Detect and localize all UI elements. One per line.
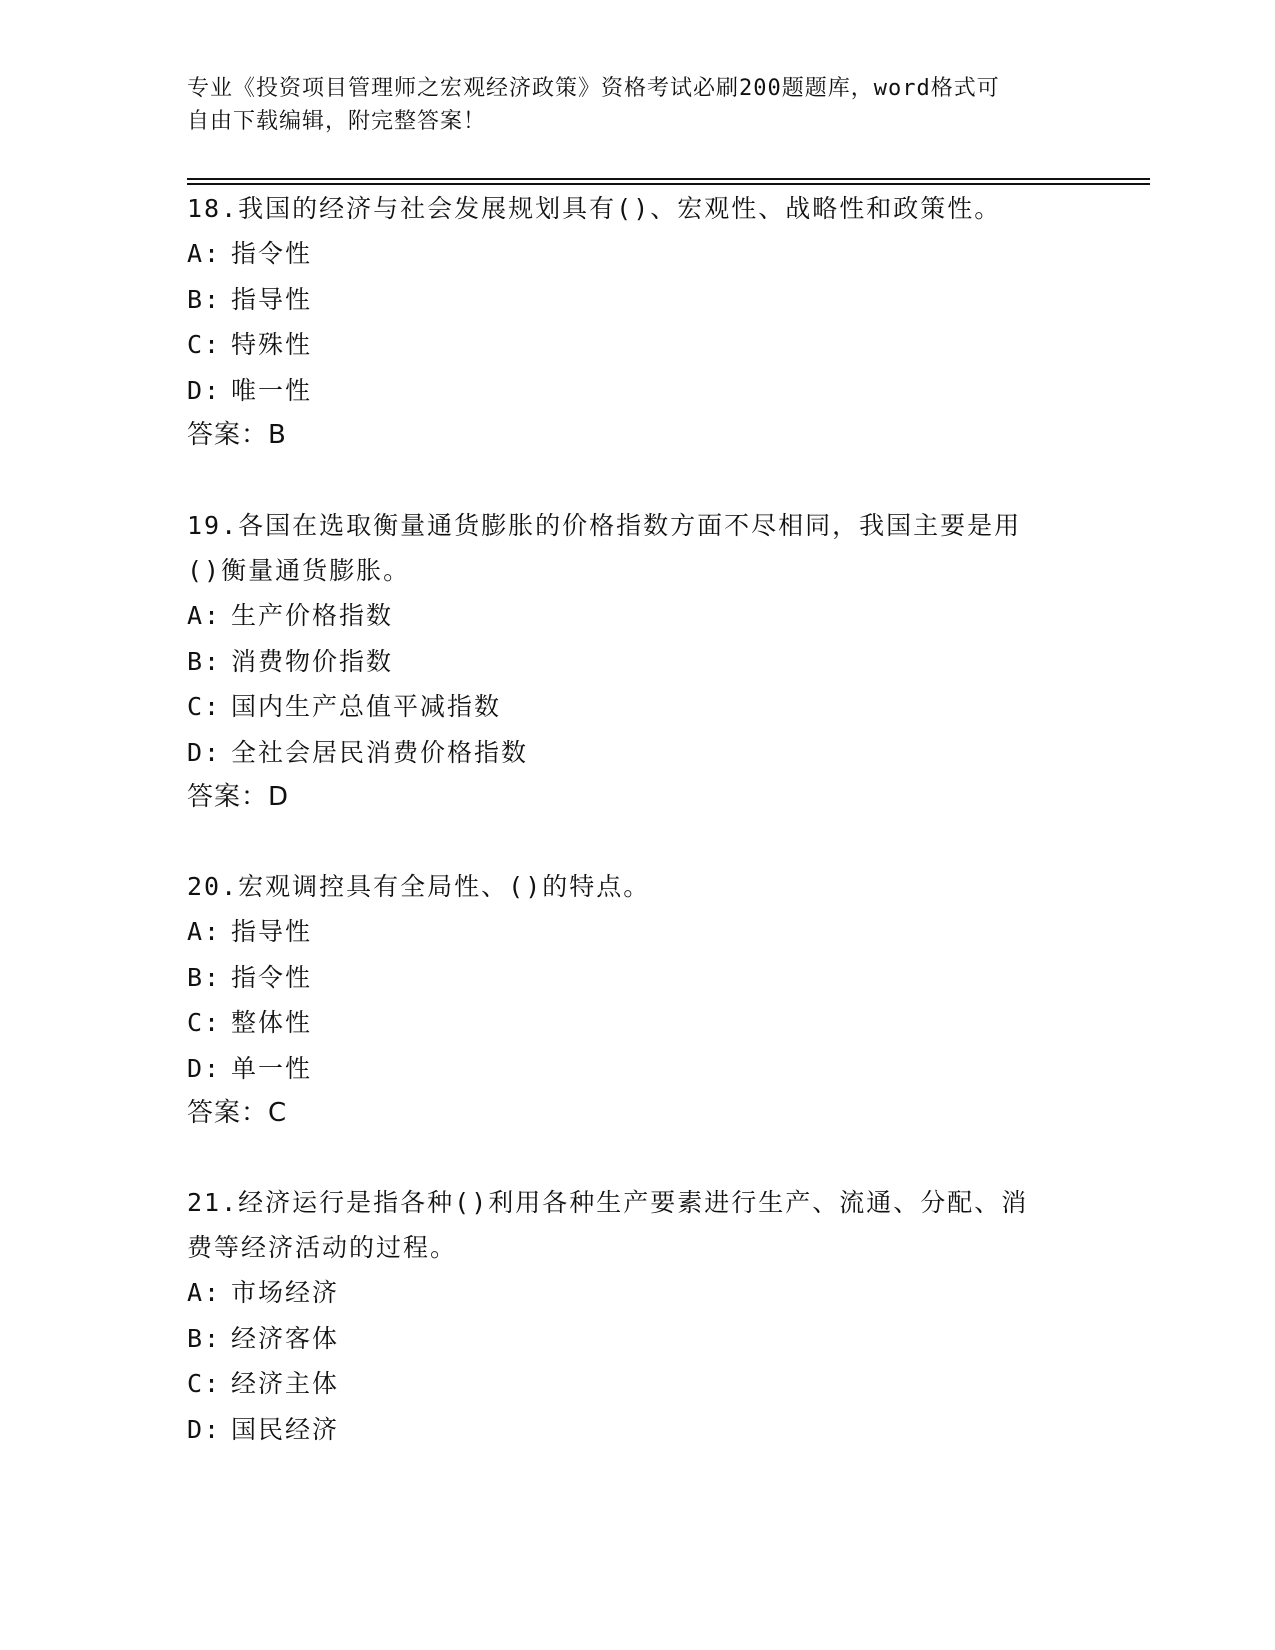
- option-letter: B:: [187, 1323, 222, 1353]
- header-line-2: 自由下载编辑，附完整答案！: [187, 109, 487, 134]
- option-letter: C:: [187, 330, 222, 359]
- option-letter: B:: [187, 962, 222, 992]
- question-text: 18.我国的经济与社会发展规划具有()、宏观性、战略性和政策性。: [187, 194, 1002, 223]
- option-a: [187, 593, 1087, 639]
- option-letter: A:: [187, 601, 222, 630]
- answer: 答案：B: [187, 420, 287, 450]
- option-b: [187, 955, 1087, 1001]
- option-b: [187, 639, 1087, 685]
- question-text-line-2: 费等经济活动的过程。: [187, 1233, 458, 1262]
- option-text: 国内生产总值平减指数: [231, 692, 502, 721]
- option-letter: C:: [187, 1008, 222, 1037]
- option-text: 指导性: [231, 284, 313, 314]
- option-c: [187, 1361, 1087, 1407]
- option-letter: A:: [187, 1278, 222, 1307]
- option-b: [187, 277, 1087, 323]
- option-text: 指令性: [231, 962, 313, 992]
- option-text: 市场经济: [231, 1278, 340, 1307]
- header-divider-bottom: [187, 183, 1150, 185]
- question-18: [187, 186, 1087, 458]
- option-d: [187, 1046, 1087, 1092]
- option-text: 全社会居民消费价格指数: [231, 737, 529, 767]
- question-text-line-1: 21.经济运行是指各种()利用各种生产要素进行生产、流通、分配、消: [187, 1188, 1029, 1217]
- option-letter: B:: [187, 646, 222, 676]
- option-text: 特殊性: [231, 330, 313, 359]
- document-header: [187, 72, 1087, 138]
- answer: 答案：C: [187, 1098, 288, 1128]
- option-a: [187, 231, 1087, 277]
- option-letter: A:: [187, 917, 222, 946]
- option-letter: D:: [187, 1053, 222, 1083]
- option-text: 唯一性: [231, 375, 313, 405]
- option-a: [187, 909, 1087, 955]
- option-d: [187, 368, 1087, 414]
- option-d: [187, 1407, 1087, 1453]
- question-21: [187, 1180, 1087, 1452]
- option-text: 消费物价指数: [231, 646, 394, 676]
- option-text: 生产价格指数: [231, 601, 394, 630]
- option-d: [187, 730, 1087, 776]
- question-20: [187, 864, 1087, 1136]
- option-c: [187, 684, 1087, 730]
- option-letter: B:: [187, 284, 222, 314]
- question-text: 20.宏观调控具有全局性、()的特点。: [187, 872, 651, 901]
- option-text: 整体性: [231, 1008, 313, 1037]
- header-divider-top: [187, 178, 1150, 180]
- option-c: [187, 322, 1087, 368]
- option-text: 指令性: [231, 239, 313, 268]
- option-letter: D:: [187, 1414, 222, 1444]
- option-a: [187, 1270, 1087, 1316]
- option-text: 经济主体: [231, 1369, 340, 1398]
- option-text: 指导性: [231, 917, 313, 946]
- option-letter: A:: [187, 239, 222, 268]
- option-letter: D:: [187, 737, 222, 767]
- option-text: 单一性: [231, 1053, 313, 1083]
- answer: 答案：D: [187, 782, 290, 812]
- question-text-line-1: 19.各国在选取衡量通货膨胀的价格指数方面不尽相同，我国主要是用: [187, 511, 1022, 540]
- option-b: [187, 1316, 1087, 1362]
- option-c: [187, 1000, 1087, 1046]
- header-line-1: 专业《投资项目管理师之宏观经济政策》资格考试必刷200题题库，word格式可: [187, 76, 1000, 101]
- option-text: 经济客体: [231, 1323, 340, 1353]
- option-letter: C:: [187, 692, 222, 721]
- question-19: [187, 503, 1087, 820]
- option-letter: D:: [187, 375, 222, 405]
- question-text-line-2: ()衡量通货膨胀。: [187, 556, 411, 585]
- option-letter: C:: [187, 1369, 222, 1398]
- option-text: 国民经济: [231, 1414, 340, 1444]
